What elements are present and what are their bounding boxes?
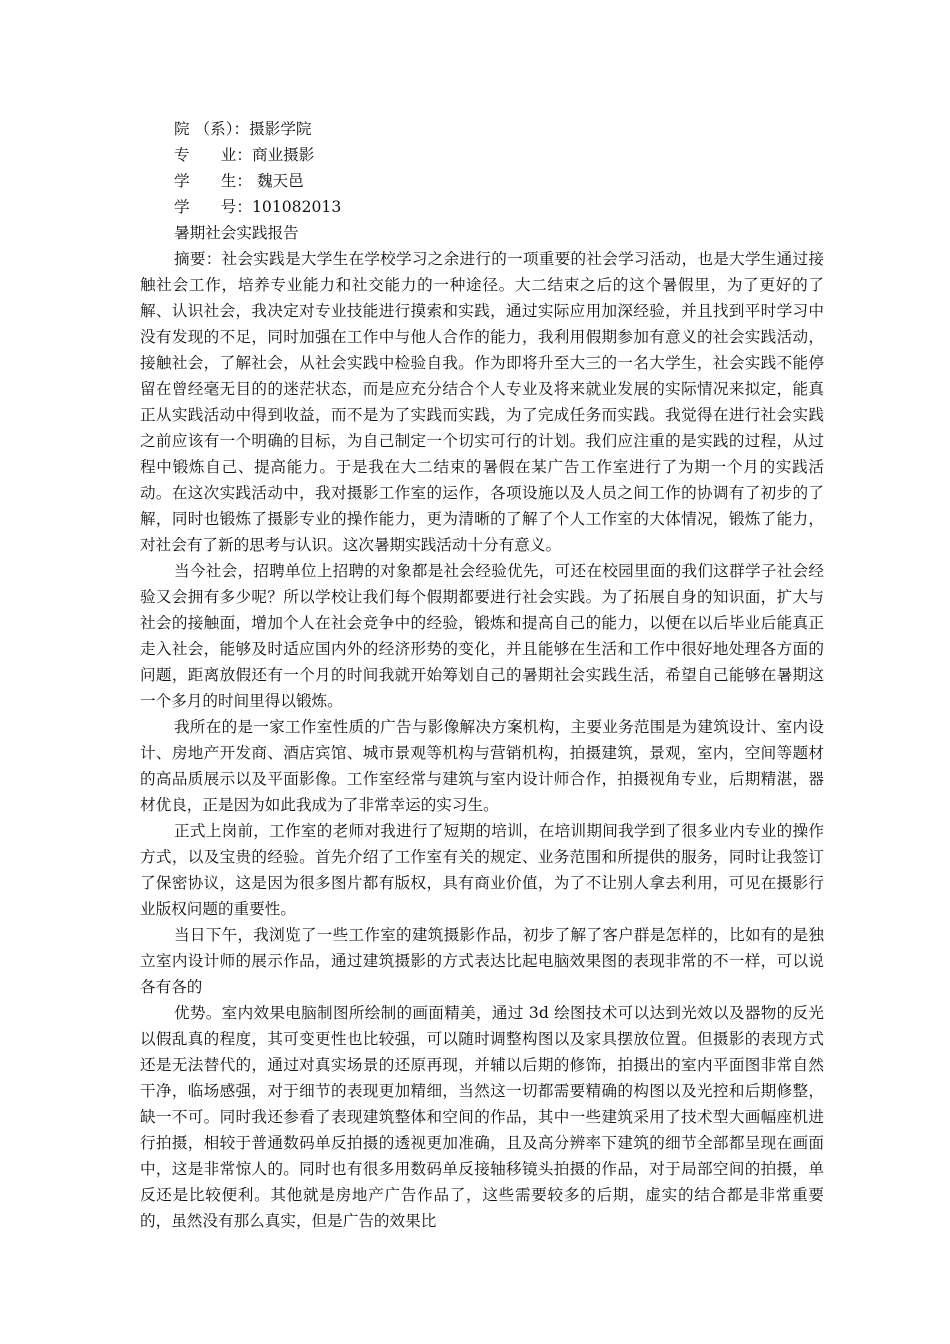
body-paragraph: 我所在的是一家工作室性质的广告与影像解决方案机构，主要业务范围是为建筑设计、室内设计、房地产开发商、酒店宾馆、城市景观等机构与营销机构，拍摄建筑，景观，室内，空间等题材的高品质展示以及平面影像。工作室经常与建筑与室内设计师合作，拍摄视角专业，后期精湛，器材优良，正是因为如此我成为了非常幸运的实习生。 <box>140 718 824 814</box>
body-paragraph: 当今社会，招聘单位上招聘的对象都是社会经验优先，可还在校园里面的我们这群学子社会经验又会拥有多少呢？所以学校让我们每个假期都要进行社会实践。为了拓展自身的知识面，扩大与社会的接触面，增加个人在社会竞争中的经验，锻炼和提高自己的能力，以便在以后毕业后能真正走入社会，能够及时适应国内外的经济形势的变化，并且能够在生活和工作中很好地处理各方面的问题，距离放假还有一个月的时间我就开始筹划自己的暑期社会实践生活，希望自己能够在暑期这一个多月的时间里得以锻炼。 <box>140 562 824 710</box>
student-value: 魏天邑 <box>251 172 304 190</box>
document-page <box>140 116 824 1234</box>
student-label: 学 生： <box>174 172 252 190</box>
student-id-line <box>140 194 824 220</box>
report-title: 暑期社会实践报告 <box>174 224 299 242</box>
student-line <box>140 168 824 194</box>
college-label: 院 （系）： <box>174 120 250 138</box>
college-line <box>140 116 824 142</box>
student-id-label: 学 号： <box>174 198 252 216</box>
major-value: 商业摄影 <box>251 146 315 164</box>
body-paragraph: 当日下午，我浏览了一些工作室的建筑摄影作品，初步了解了客户群是怎样的，比如有的是独立室内设计师的展示作品，通过建筑摄影的方式表达比起电脑效果图的表现非常的不一样，可以说各有各的 <box>140 926 824 996</box>
body-paragraph: 优势。室内效果电脑制图所绘制的画面精美，通过 3d 绘图技术可以达到光效以及器物的反光以假乱真的程度，其可变更性也比较强，可以随时调整构图以及家具摆放位置。但摄影的表现方式还是无法替代的，通过对真实场景的还原再现，并辅以后期的修饰，拍摄出的室内平面图非常自然干净，临场感强，对于细节的表现更加精细，当然这一切都需要精确的构图以及光控和后期修整，缺一不可。同时我还参看了表现建筑整体和空间的作品，其中一些建筑采用了技术型大画幅座机进行拍摄，相较于普通数码单反拍摄的透视更加准确，且及高分辨率下建筑的细节全部都呈现在画面中，这是非常惊人的。同时也有很多用数码单反接轴移镜头拍摄的作品，对于局部空间的拍摄，单反还是比较便利。其他就是房地产广告作品了，这些需要较多的后期，虚实的结合都是非常重要的，虽然没有那么真实，但是广告的效果比 <box>140 1004 824 1230</box>
student-id-value: 101082013 <box>251 198 342 216</box>
major-line <box>140 142 824 168</box>
college-value: 摄影学院 <box>249 120 312 138</box>
body-paragraph: 正式上岗前，工作室的老师对我进行了短期的培训，在培训期间我学到了很多业内专业的操作方式，以及宝贵的经验。首先介绍了工作室有关的规定、业务范围和所提供的服务，同时让我签订了保密协议，这是因为很多图片都有版权，具有商业价值，为了不让别人拿去利用，可见在摄影行业版权问题的重要性。 <box>140 822 824 918</box>
major-label: 专 业： <box>174 146 252 164</box>
abstract-paragraph: 摘要：社会实践是大学生在学校学习之余进行的一项重要的社会学习活动，也是大学生通过接触社会工作，培养专业能力和社交能力的一种途径。大二结束之后的这个暑假里，为了更好的了解、认识社会，我决定对专业技能进行摸索和实践，通过实际应用加深经验，并且找到平时学习中没有发现的不足，同时加强在工作中与他人合作的能力，我利用假期参加有意义的社会实践活动，接触社会，了解社会，从社会实践中检验自我。作为即将升至大三的一名大学生，社会实践不能停留在曾经毫无目的的迷茫状态，而是应充分结合个人专业及将来就业发展的实际情况来拟定，能真正从实践活动中得到收益，而不是为了实践而实践，为了完成任务而实践。我觉得在进行社会实践之前应该有一个明确的目标，为自己制定一个切实可行的计划。我们应注重的是实践的过程，从过程中锻炼自己、提高能力。于是我在大二结束的暑假在某广告工作室进行了为期一个月的实践活动。在这次实践活动中，我对摄影工作室的运作，各项设施以及人员之间工作的协调有了初步的了解，同时也锻炼了摄影专业的操作能力，更为清晰的了解了个人工作室的大体情况，锻炼了能力，对社会有了新的思考与认识。这次暑期实践活动十分有意义。 <box>140 250 824 554</box>
